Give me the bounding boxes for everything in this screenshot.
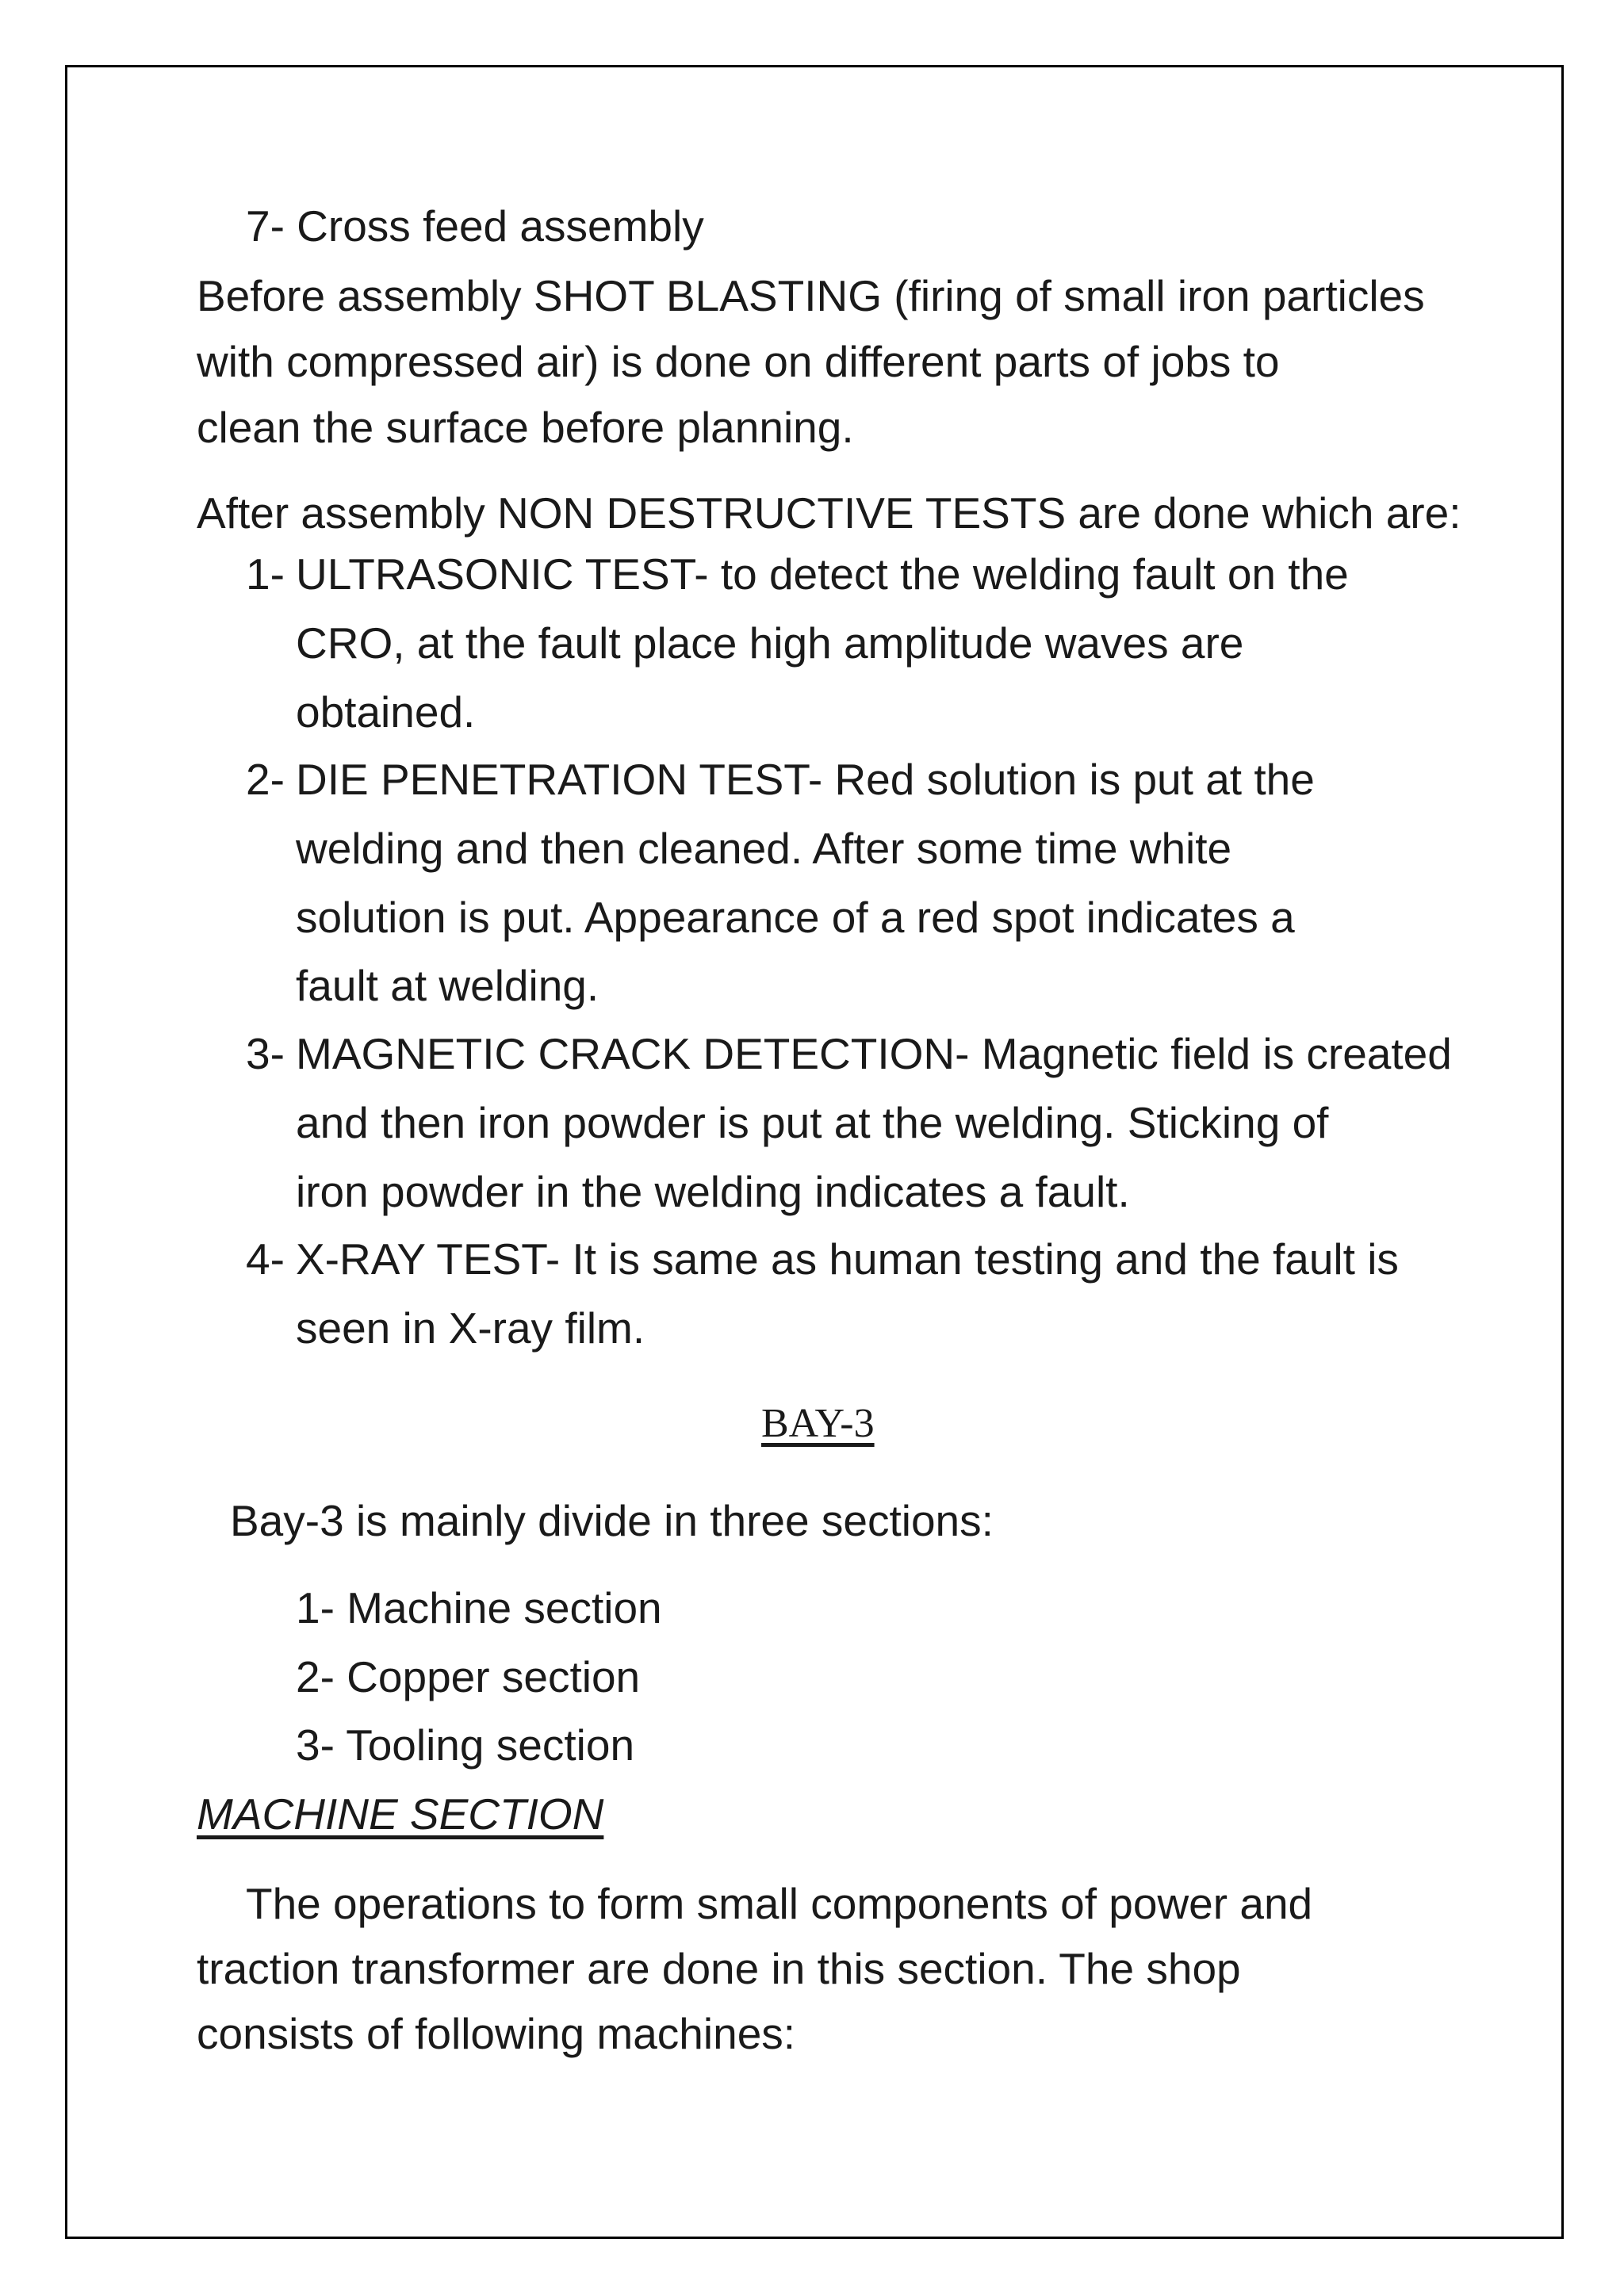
test-3-line-2: and then iron powder is put at the welding. Sticking of	[296, 1098, 1329, 1147]
test-2-line-3: solution is put. Appearance of a red spot indicates a	[296, 893, 1295, 942]
test-1-number: 1-	[246, 549, 285, 599]
bay-3-intro: Bay-3 is mainly divide in three sections:	[230, 1496, 994, 1545]
test-1-line-3: obtained.	[296, 687, 476, 737]
shot-blasting-line-2: with compressed air) is done on different parts of jobs to	[197, 337, 1280, 386]
test-4-line-1: X-RAY TEST- It is same as human testing and the fault is	[296, 1234, 1399, 1284]
section-item-machine: 1- Machine section	[296, 1583, 662, 1632]
machine-para-line-3: consists of following machines:	[197, 2009, 796, 2058]
test-3-number: 3-	[246, 1029, 285, 1078]
section-item-tooling: 3- Tooling section	[296, 1720, 635, 1770]
test-1-line-2: CRO, at the fault place high amplitude waves are	[296, 618, 1244, 668]
machine-para-line-2: traction transformer are done in this section. The shop	[197, 1944, 1241, 1993]
test-4-line-2: seen in X-ray film.	[296, 1303, 645, 1353]
bay-3-heading: BAY-3	[761, 1401, 875, 1446]
test-4-number: 4-	[246, 1234, 285, 1284]
test-2-line-2: welding and then cleaned. After some time white	[296, 824, 1232, 873]
test-2-number: 2-	[246, 755, 285, 804]
shot-blasting-line-1: Before assembly SHOT BLASTING (firing of small iron particles	[197, 271, 1425, 320]
ndt-intro: After assembly NON DESTRUCTIVE TESTS are done which are:	[197, 488, 1461, 538]
section-item-copper: 2- Copper section	[296, 1652, 641, 1701]
shot-blasting-line-3: clean the surface before planning.	[197, 403, 854, 452]
test-2-line-4: fault at welding.	[296, 961, 599, 1010]
test-2-line-1: DIE PENETRATION TEST- Red solution is put at the	[296, 755, 1315, 804]
test-1-line-1: ULTRASONIC TEST- to detect the welding fault on the	[296, 549, 1349, 599]
test-3-line-3: iron powder in the welding indicates a fault.	[296, 1167, 1130, 1216]
test-3-line-1: MAGNETIC CRACK DETECTION- Magnetic field is created	[296, 1029, 1452, 1078]
cross-feed-item: 7- Cross feed assembly	[246, 201, 704, 251]
machine-para-line-1: The operations to form small components of power and	[246, 1879, 1313, 1928]
machine-section-heading: MACHINE SECTION	[197, 1789, 604, 1839]
